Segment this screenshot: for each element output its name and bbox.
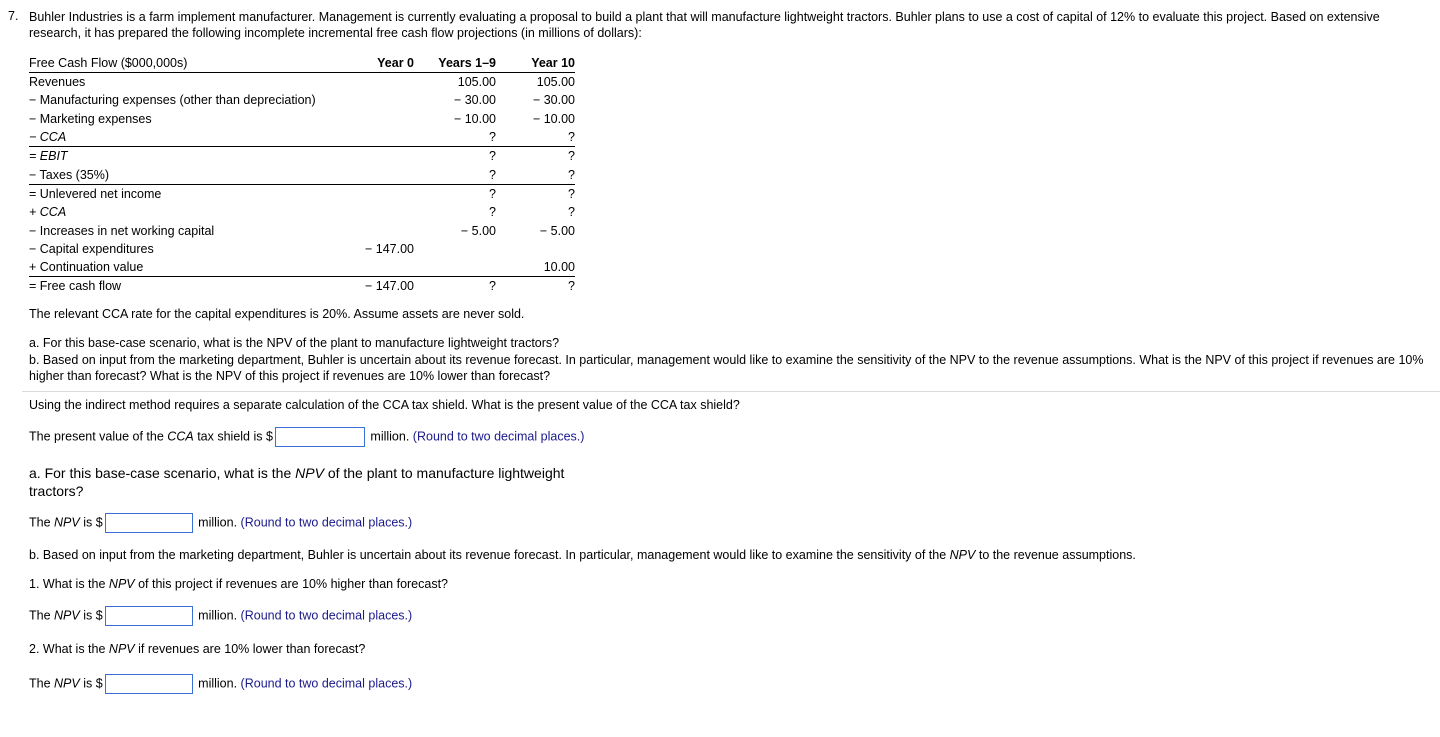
question-b2 xyxy=(29,642,365,656)
pv-shield-unit: million. xyxy=(370,429,410,444)
section-b-term: NPV xyxy=(949,548,976,562)
step-intro: Using the indirect method requires a separate calculation of the CCA tax shield. What is the present value of the CCA tax shield? xyxy=(29,398,740,412)
table-row xyxy=(29,128,575,147)
cell-year0 xyxy=(334,91,414,109)
cell-years1-9: 105.00 xyxy=(457,75,496,90)
question-b1 xyxy=(29,577,448,591)
cell-year0 xyxy=(334,203,414,221)
section-b-pre: b. Based on input from the marketing department, Buhler is uncertain about its revenue forecast. In particular, management would like to examine the sensitivity of the xyxy=(29,548,947,562)
row-label: Revenues xyxy=(29,75,86,90)
cell-year10: ? xyxy=(496,184,575,203)
npv-a-input[interactable] xyxy=(105,513,193,533)
row-label: − Capital expenditures xyxy=(29,241,154,256)
section-b-post: to the revenue assumptions. xyxy=(978,548,1136,562)
npv-a-unit: million. xyxy=(198,515,238,530)
npv-label-pre: The xyxy=(29,676,51,691)
part-a-prompt: a. For this base-case scenario, what is the NPV of the plant to manufacture lightweight tractors? xyxy=(29,336,560,350)
header-label: Free Cash Flow ($000,000s) xyxy=(29,53,334,73)
table-row xyxy=(29,203,575,221)
row-label: = Unlevered net income xyxy=(29,184,334,203)
npv-label-post: is $ xyxy=(83,608,103,623)
row-label: − Manufacturing expenses (other than depreciation) xyxy=(29,93,316,108)
question-number: 7. xyxy=(8,9,19,23)
row-label: = EBIT xyxy=(29,147,334,166)
npv-label-term: NPV xyxy=(54,608,80,623)
cell-year0: − 147.00 xyxy=(334,277,414,296)
section-a-title xyxy=(29,464,589,500)
pv-shield-hint: (Round to two decimal places.) xyxy=(412,429,585,444)
cell-year0 xyxy=(334,110,414,128)
table-header-row xyxy=(29,53,575,73)
table-row xyxy=(29,221,575,239)
cell-years1-9: ? xyxy=(489,130,496,145)
cell-years1-9: − 30.00 xyxy=(453,93,496,108)
q1-post: of this project if revenues are 10% higher than forecast? xyxy=(138,577,449,591)
row-label: − Marketing expenses xyxy=(29,111,152,126)
pv-shield-mid: tax shield is $ xyxy=(197,429,273,444)
npv-a-line xyxy=(29,513,412,533)
section-b-title xyxy=(29,548,1136,562)
header-year10: Year 10 xyxy=(496,53,575,73)
cell-years1-9: ? xyxy=(414,277,496,296)
cell-years1-9: ? xyxy=(414,147,496,166)
q2-pre: 2. What is the xyxy=(29,642,106,656)
row-label: − Taxes (35%) xyxy=(29,167,110,182)
cell-years1-9: ? xyxy=(489,205,496,220)
cell-year10: 10.00 xyxy=(543,260,575,275)
row-label: − Increases in net working capital xyxy=(29,223,215,238)
cell-year0 xyxy=(334,258,414,277)
fcf-table xyxy=(29,53,575,296)
row-label: = Free cash flow xyxy=(29,277,334,296)
cell-year10: − 10.00 xyxy=(532,111,575,126)
table-row xyxy=(29,165,575,184)
cell-years1-9 xyxy=(414,240,496,258)
npv-a-hint: (Round to two decimal places.) xyxy=(240,515,413,530)
cell-year0 xyxy=(334,128,414,147)
q2-post: if revenues are 10% lower than forecast? xyxy=(138,642,366,656)
table-row xyxy=(29,73,575,92)
part-b-prompt: b. Based on input from the marketing department, Buhler is uncertain about its revenue forecast. In particular, management would like to examine the sensitivity of the NPV to the revenue assumptions. What is the NPV of this project if revenues are 10% higher than forecast? What is the NPV of this project if revenues are 10% lower than forecast? xyxy=(29,353,1424,383)
cell-year10: ? xyxy=(568,167,575,182)
cell-years1-9 xyxy=(414,258,496,277)
cell-years1-9: − 5.00 xyxy=(460,223,496,238)
npv-b1-line xyxy=(29,606,412,626)
header-year0: Year 0 xyxy=(334,53,414,73)
table-row xyxy=(29,277,575,296)
cca-note: The relevant CCA rate for the capital expenditures is 20%. Assume assets are never sold. xyxy=(29,307,525,321)
section-a-post: of the plant to manufacture lightweight tractors? xyxy=(29,465,565,499)
npv-label-term: NPV xyxy=(54,676,80,691)
cell-year0 xyxy=(334,147,414,166)
question-text: Buhler Industries is a farm implement manufacturer. Management is currently evaluating a proposal to build a plant that will manufacture lightweight tractors. Buhler plans to use a cost of capital of 12% to evaluate this project. Based on extensive research, it has prepared the following incomplete incremental free cash flow projections (in millions of dollars): xyxy=(29,10,1380,40)
npv-b1-hint: (Round to two decimal places.) xyxy=(240,608,413,623)
cell-year0 xyxy=(334,165,414,184)
npv-label-post: is $ xyxy=(83,515,103,530)
q1-term: NPV xyxy=(108,577,135,591)
divider xyxy=(22,391,1440,392)
cell-year0 xyxy=(334,73,414,92)
table-row xyxy=(29,184,575,203)
npv-label-post: is $ xyxy=(83,676,103,691)
npv-b2-hint: (Round to two decimal places.) xyxy=(240,676,413,691)
cell-year10: ? xyxy=(568,205,575,220)
row-label: + Continuation value xyxy=(29,260,144,275)
section-a-term: NPV xyxy=(295,465,324,481)
cell-year10 xyxy=(496,240,575,258)
cell-year10: ? xyxy=(496,147,575,166)
cell-year10: − 30.00 xyxy=(532,93,575,108)
table-row xyxy=(29,110,575,128)
pv-shield-input[interactable] xyxy=(275,427,365,447)
npv-label-pre: The xyxy=(29,515,51,530)
npv-b1-unit: million. xyxy=(198,608,238,623)
header-years1-9: Years 1–9 xyxy=(414,53,496,73)
pv-shield-pre: The present value of the xyxy=(29,429,164,444)
row-label: + CCA xyxy=(29,205,67,220)
cell-year0 xyxy=(334,221,414,239)
cell-year0 xyxy=(334,184,414,203)
table-row xyxy=(29,91,575,109)
q2-term: NPV xyxy=(108,642,135,656)
pv-shield-term: CCA xyxy=(167,429,194,444)
section-a-pre: a. For this base-case scenario, what is the xyxy=(29,465,292,481)
q1-pre: 1. What is the xyxy=(29,577,106,591)
table-row xyxy=(29,240,575,258)
table-row xyxy=(29,147,575,166)
cell-year0: − 147.00 xyxy=(364,241,414,256)
npv-label-pre: The xyxy=(29,608,51,623)
table-row xyxy=(29,258,575,277)
npv-label-term: NPV xyxy=(54,515,80,530)
npv-b2-input[interactable] xyxy=(105,674,193,694)
cell-year10: 105.00 xyxy=(536,75,575,90)
npv-b2-line xyxy=(29,674,412,694)
row-label: − CCA xyxy=(29,130,67,145)
cell-year10: ? xyxy=(496,277,575,296)
cell-year10: ? xyxy=(568,130,575,145)
npv-b2-unit: million. xyxy=(198,676,238,691)
cell-year10: − 5.00 xyxy=(539,223,575,238)
npv-b1-input[interactable] xyxy=(105,606,193,626)
cell-years1-9: − 10.00 xyxy=(453,111,496,126)
cell-years1-9: ? xyxy=(414,184,496,203)
pv-shield-line xyxy=(29,427,584,447)
cell-years1-9: ? xyxy=(489,167,496,182)
